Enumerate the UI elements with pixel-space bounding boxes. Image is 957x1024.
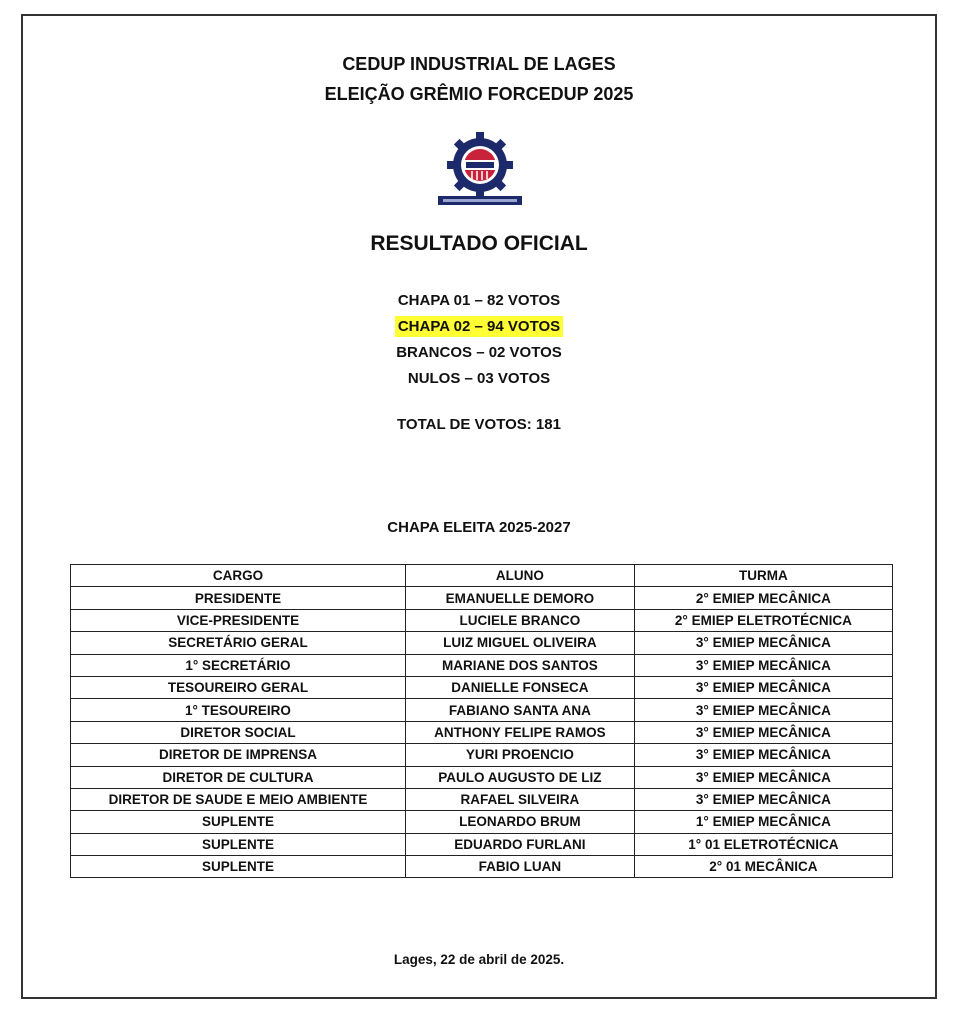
vote-line-nulos: NULOS – 03 VOTOS: [407, 370, 551, 387]
table-cell-turma: 2° EMIEP MECÂNICA: [634, 587, 892, 609]
document-page: [21, 14, 937, 999]
school-name: CEDUP INDUSTRIAL DE LAGES: [342, 54, 616, 74]
table-row: [71, 721, 893, 743]
table-cell-aluno: EDUARDO FURLANI: [405, 833, 634, 855]
vote-line-brancos: BRANCOS – 02 VOTOS: [396, 344, 562, 361]
table-cell-cargo: SUPLENTE: [71, 811, 406, 833]
table-row: [71, 766, 893, 788]
table-cell-cargo: DIRETOR DE IMPRENSA: [71, 744, 406, 766]
table-cell-cargo: SUPLENTE: [71, 856, 406, 878]
table-cell-cargo: DIRETOR DE SAUDE E MEIO AMBIENTE: [71, 788, 406, 810]
table-row: [71, 587, 893, 609]
table-row: [71, 856, 893, 878]
vote-line-chapa-02: [23, 314, 935, 340]
table-cell-aluno: ANTHONY FELIPE RAMOS: [405, 721, 634, 743]
table-cell-turma: 3° EMIEP MECÂNICA: [634, 721, 892, 743]
total-votes: TOTAL DE VOTOS: 181: [397, 416, 561, 433]
table-cell-turma: 3° EMIEP MECÂNICA: [634, 766, 892, 788]
table-row: [71, 744, 893, 766]
table-cell-cargo: 1° SECRETÁRIO: [71, 654, 406, 676]
elected-members-table: [70, 564, 893, 878]
table-cell-cargo: SUPLENTE: [71, 833, 406, 855]
table-cell-cargo: SECRETÁRIO GERAL: [71, 632, 406, 654]
table-cell-aluno: FABIANO SANTA ANA: [405, 699, 634, 721]
table-row: [71, 654, 893, 676]
vote-results: [23, 288, 935, 392]
table-cell-aluno: YURI PROENCIO: [405, 744, 634, 766]
table-cell-turma: 3° EMIEP MECÂNICA: [634, 699, 892, 721]
table-cell-cargo: 1° TESOUREIRO: [71, 699, 406, 721]
table-cell-turma: 3° EMIEP MECÂNICA: [634, 744, 892, 766]
table-row: [71, 788, 893, 810]
table-cell-aluno: EMANUELLE DEMORO: [405, 587, 634, 609]
table-cell-turma: 1° 01 ELETROTÉCNICA: [634, 833, 892, 855]
table-row: [71, 699, 893, 721]
column-header-aluno: ALUNO: [405, 565, 634, 587]
table-cell-aluno: LEONARDO BRUM: [405, 811, 634, 833]
table-cell-aluno: FABIO LUAN: [405, 856, 634, 878]
result-title: RESULTADO OFICIAL: [370, 232, 588, 255]
vote-line-chapa-01: CHAPA 01 – 82 VOTOS: [397, 292, 561, 309]
table-cell-cargo: DIRETOR SOCIAL: [71, 721, 406, 743]
school-gear-logo-icon: [435, 132, 525, 206]
table-cell-turma: 1° EMIEP MECÂNICA: [634, 811, 892, 833]
table-cell-cargo: VICE-PRESIDENTE: [71, 609, 406, 631]
table-cell-turma: 3° EMIEP MECÂNICA: [634, 676, 892, 698]
table-cell-turma: 2° EMIEP ELETROTÉCNICA: [634, 609, 892, 631]
table-cell-turma: 3° EMIEP MECÂNICA: [634, 654, 892, 676]
table-row: [71, 811, 893, 833]
table-cell-aluno: RAFAEL SILVEIRA: [405, 788, 634, 810]
column-header-turma: TURMA: [634, 565, 892, 587]
place-and-date: Lages, 22 de abril de 2025.: [393, 952, 565, 967]
table-cell-turma: 3° EMIEP MECÂNICA: [634, 632, 892, 654]
table-cell-aluno: DANIELLE FONSECA: [405, 676, 634, 698]
table-cell-cargo: TESOUREIRO GERAL: [71, 676, 406, 698]
table-cell-cargo: PRESIDENTE: [71, 587, 406, 609]
elected-slate-title: CHAPA ELEITA 2025-2027: [387, 519, 571, 536]
election-title: ELEIÇÃO GRÊMIO FORCEDUP 2025: [324, 84, 634, 104]
table-cell-aluno: PAULO AUGUSTO DE LIZ: [405, 766, 634, 788]
table-cell-aluno: MARIANE DOS SANTOS: [405, 654, 634, 676]
table-row: [71, 676, 893, 698]
table-row: [71, 833, 893, 855]
table-body: [71, 587, 893, 878]
column-header-cargo: CARGO: [71, 565, 406, 587]
table-header-row: [71, 565, 893, 587]
table-cell-turma: 2° 01 MECÂNICA: [634, 856, 892, 878]
table-row: [71, 609, 893, 631]
table-cell-aluno: LUCIELE BRANCO: [405, 609, 634, 631]
winner-highlight: CHAPA 02 – 94 VOTOS: [395, 316, 563, 337]
table-row: [71, 632, 893, 654]
table-cell-cargo: DIRETOR DE CULTURA: [71, 766, 406, 788]
table-cell-aluno: LUIZ MIGUEL OLIVEIRA: [405, 632, 634, 654]
table-cell-turma: 3° EMIEP MECÂNICA: [634, 788, 892, 810]
